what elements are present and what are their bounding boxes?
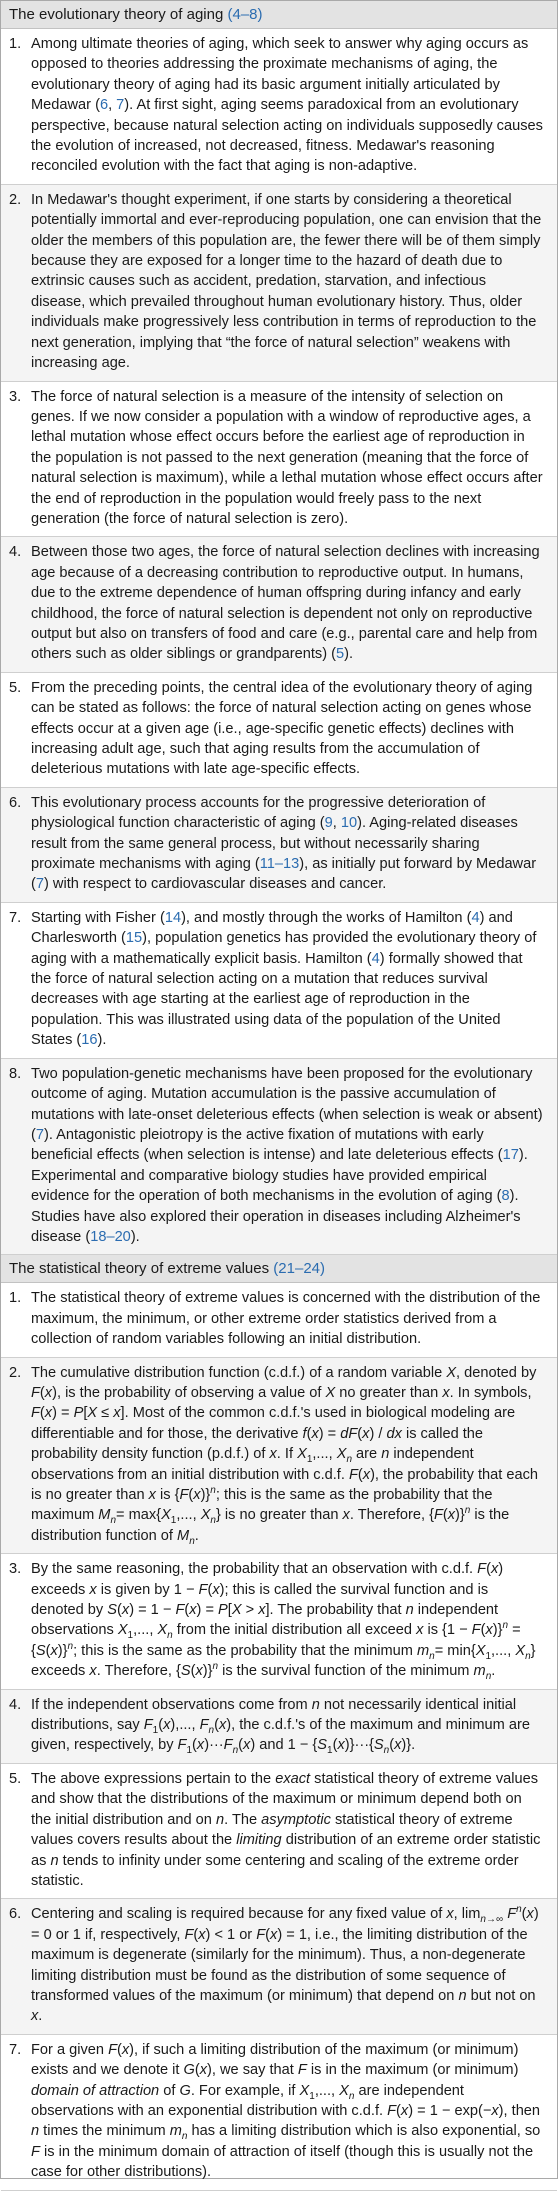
item-text: For a given F(x), if such a limiting distribution of the maximum (or minimum) exists and we denote it G(x), we say that F is in the maximum (or minimum) domain of attraction of G. For example, if $X_1$,..., $X_n$ are independent observations with an exponential distribution with c.d.f. F(x) = 1 − exp(−x), then n times the minimum $m_n$ has a limiting distribution which is also exponential, so F is in the minimum domain of attraction of itself (though this is usually not the case for other distributions). bbox=[31, 2041, 541, 2181]
item-text: The above expressions pertain to the exact statistical theory of extreme values and show that the distributions of the maximum or minimum depend both on the initial distribution and on n. The asymptotic statistical theory of extreme values covers results about the limiting distribution of an extreme order statistic as n tends to infinity under some centering and scaling of the extreme order statistic. bbox=[31, 1770, 541, 1889]
list-item bbox=[1, 185, 557, 382]
item-number: 3. bbox=[9, 388, 22, 405]
item-text: The statistical theory of extreme values is concerned with the distribution of the maximum, the minimum, or other extreme order statistics derived from a collection of random variables following an initial distribution. bbox=[31, 1290, 541, 1348]
extreme-values-item-list bbox=[1, 1283, 557, 2190]
ref-link[interactable]: 10 bbox=[340, 815, 358, 832]
list-item bbox=[1, 537, 557, 672]
item-number: 2. bbox=[9, 1364, 22, 1381]
list-item bbox=[1, 1690, 557, 1764]
ref-link[interactable]: 16 bbox=[81, 1032, 98, 1049]
list-item bbox=[1, 903, 557, 1059]
item-number: 2. bbox=[9, 191, 22, 208]
item-text: This evolutionary process accounts for the progressive deterioration of physiological function characteristic of aging (9, 10). Aging-related diseases result from the same general process, but without necessarily sharing proximate mechanisms with aging (11–13), as initially put forward by Medawar (7) with respect to cardiovascular diseases and cancer. bbox=[31, 794, 537, 893]
list-item bbox=[1, 673, 557, 788]
ref-link[interactable]: 7 bbox=[116, 97, 125, 114]
list-item bbox=[1, 29, 557, 185]
item-number: 1. bbox=[9, 36, 22, 52]
item-number: 7. bbox=[9, 909, 22, 926]
list-item bbox=[1, 1358, 557, 1555]
list-item bbox=[1, 2035, 557, 2191]
ref-link[interactable]: 9 bbox=[324, 815, 333, 832]
list-item bbox=[1, 382, 557, 538]
ref-link[interactable]: 4 bbox=[371, 950, 380, 967]
item-number: 6. bbox=[9, 1906, 22, 1923]
item-text: By the same reasoning, the probability that an observation with c.d.f. F(x) exceeds x is given by 1 − F(x); this is called the survival function and is denoted by S(x) = 1 − F(x) = P[X > x]. The probability that n independent observations $X_1$,..., $X_n$ from the initial distribution all exceed x is $\{1 - F(x)\}^n = \{S(x)\}^n$; this is the same as the probability that the minimum $m_n= \min\{X_1$,..., $X_n$} exceeds x. Therefore, $\{S(x)\}^n$ is the survival function of the minimum $m_n$. bbox=[31, 1561, 536, 1683]
section-title: The evolutionary theory of aging bbox=[9, 6, 224, 23]
list-item bbox=[1, 1554, 557, 1689]
item-number: 7. bbox=[9, 2041, 22, 2058]
section-citation-link[interactable]: (4–8) bbox=[227, 6, 263, 23]
item-number: 1. bbox=[9, 1290, 22, 1307]
list-item bbox=[1, 1899, 557, 2034]
ref-link[interactable]: 11–13 bbox=[259, 856, 300, 873]
list-item bbox=[1, 1764, 557, 1899]
ref-link[interactable]: 14 bbox=[164, 909, 182, 926]
list-item bbox=[1, 788, 557, 903]
item-text: The force of natural selection is a measure of the intensity of selection on genes. If we now consider a population with a window of reproductive ages, a lethal mutation whose effect occurs before the earliest age of reproduction in the population is not passed to the next generation (meaning that the force of natural selection is maximum), while a lethal mutation whose effect occurs after the end of reproduction in the population would freely pass to the next generation (the force of natural selection is zero). bbox=[31, 388, 543, 527]
ref-link[interactable]: 15 bbox=[125, 930, 143, 947]
item-number: 6. bbox=[9, 794, 22, 811]
list-item bbox=[1, 1059, 557, 1256]
item-number: 5. bbox=[9, 1770, 22, 1787]
item-text: If the independent observations come from n not necessarily identical initial distributions, say $F_1(x)$,..., $F_n(x)$, the c.d.f.'s of the maximum and minimum are given, respectively, by $F_1(x)\cdot\cdot\cdot F_n(x)$ and $1 - \{S_1(x)\}\cdot\cdot\cdot\{S_n(x)\}$. bbox=[31, 1696, 530, 1757]
ref-link[interactable]: 5 bbox=[336, 646, 345, 663]
section-heading-evolutionary bbox=[1, 1, 557, 29]
item-text: Starting with Fisher (14), and mostly through the works of Hamilton (4) and Charlesworth (15), population genetics has provided the evolutionary theory of aging with a mathematically explicit basis. Hamilton (4) formally showed that the force of natural selection acting on a mutation that reduces survival decreases with age starting at the earliest age of reproduction in the population. This was illustrated using data of the population of the United States (16). bbox=[31, 909, 537, 1049]
ref-link[interactable]: 7 bbox=[35, 876, 44, 893]
evolutionary-item-list bbox=[1, 29, 557, 1255]
item-text: In Medawar's thought experiment, if one starts by considering a theoretical potentially immortal and ever-reproducing population, one can envision that the older the members of this population are, the fewer there will be of them simply because they are exposed for a longer time to the hazard of death due to extrinsic causes such as accident, predation, starvation, and infectious disease, which prevailed throughout human evolutionary history. Thus, older individuals make progressively less contribution in terms of reproduction to the next generation, implying that “the force of natural selection” weakens with increasing age. bbox=[31, 191, 542, 372]
item-text: Two population-genetic mechanisms have been proposed for the evolutionary outcome of aging. Mutation accumulation is the passive accumulation of mutations with late-onset deleterious effects (when selection is weak or absent) (7). Antagonistic pleiotropy is the active fixation of mutations with early beneficial effects (when selection is intense) and late deleterious effects (17). Experimental and comparative biology studies have provided empirical evidence for the operation of both mechanisms in the evolution of aging (8). Studies have also explored their operation in diseases including Alzheimer's disease (18–20). bbox=[31, 1065, 543, 1245]
item-text: Among ultimate theories of aging, which seek to answer why aging occurs as opposed to theories addressing the proximate mechanisms of aging, the evolutionary theory of aging had its basic argument initially articulated by Medawar (6, 7). At first sight, aging seems paradoxical from an evolutionary perspective, because natural selection acting on individuals supposedly causes the evolution of increased, not decreased, fitness. Medawar's reasoning reconciled evolution with the fact that aging is non-adaptive. bbox=[31, 36, 543, 175]
item-number: 4. bbox=[9, 1696, 22, 1713]
item-text: Between those two ages, the force of natural selection declines with increasing age because of a decreasing contribution to reproductive output. In humans, due to the extreme dependence of human offspring during infancy and early childhood, the force of natural selection is dependent not only on reproductive output but also on transfers of food and care (e.g., parental care and help from others such as older siblings or grandparents) (5). bbox=[31, 544, 540, 663]
ref-link[interactable]: 18–20 bbox=[90, 1228, 131, 1245]
section-heading-extreme-values bbox=[1, 1255, 557, 1283]
item-text: Centering and scaling is required because for any fixed value of x, $\lim_{n\to\infty} F^n(x) = 0$ or 1 if, respectively, F(x) < 1 or F(x) = 1, i.e., the limiting distribution of the maximum is degenerate (similarly for the minimum). Thus, a non-degenerate limiting distribution must be found as the distribution of some sequence of transformed values of the maximum (or minimum) that depend on n but not on x. bbox=[31, 1904, 539, 2025]
ref-link[interactable]: 6 bbox=[99, 97, 109, 114]
ref-link[interactable]: 4 bbox=[471, 909, 480, 926]
ref-link[interactable]: 8 bbox=[501, 1188, 510, 1205]
item-text: From the preceding points, the central idea of the evolutionary theory of aging can be stated as follows: the force of natural selection acting on genes whose effects occur at a given age (i.e., age-specific genetic effects) declines with increasing adult age, such that aging results from the accumulation of deleterious mutations with late age-specific effects. bbox=[31, 679, 533, 778]
section-title: The statistical theory of extreme values bbox=[9, 1260, 270, 1278]
item-number: 5. bbox=[9, 679, 22, 696]
ref-link[interactable]: 17 bbox=[502, 1147, 519, 1164]
item-number: 8. bbox=[9, 1065, 22, 1082]
ref-link[interactable]: 7 bbox=[35, 1126, 44, 1143]
item-text: The cumulative distribution function (c.d.f.) of a random variable X, denoted by F(x), is the probability of observing a value of X no greater than x. In symbols, F(x) = P[X ≤ x]. Most of the common c.d.f.'s used in biological modeling are differentiable and for those, the derivative f(x) = dF(x) / dx is called the probability density function (p.d.f.) of x. If $X_1$,..., $X_n$ are n independent observations from an initial distribution with c.d.f. F(x), the probability that each is no greater than x is $\{F(x)\}^n$; this is the same as the probability that the maximum $M_n= \max\{X_1$,..., $X_n$} is no greater than x. Therefore, $\{F(x)\}^n$ is the distribution function of $M_n$. bbox=[31, 1364, 538, 1547]
list-item bbox=[1, 1283, 557, 1357]
item-number: 3. bbox=[9, 1561, 22, 1578]
section-citation-link[interactable]: (21–24) bbox=[273, 1260, 325, 1278]
item-number: 4. bbox=[9, 544, 22, 561]
